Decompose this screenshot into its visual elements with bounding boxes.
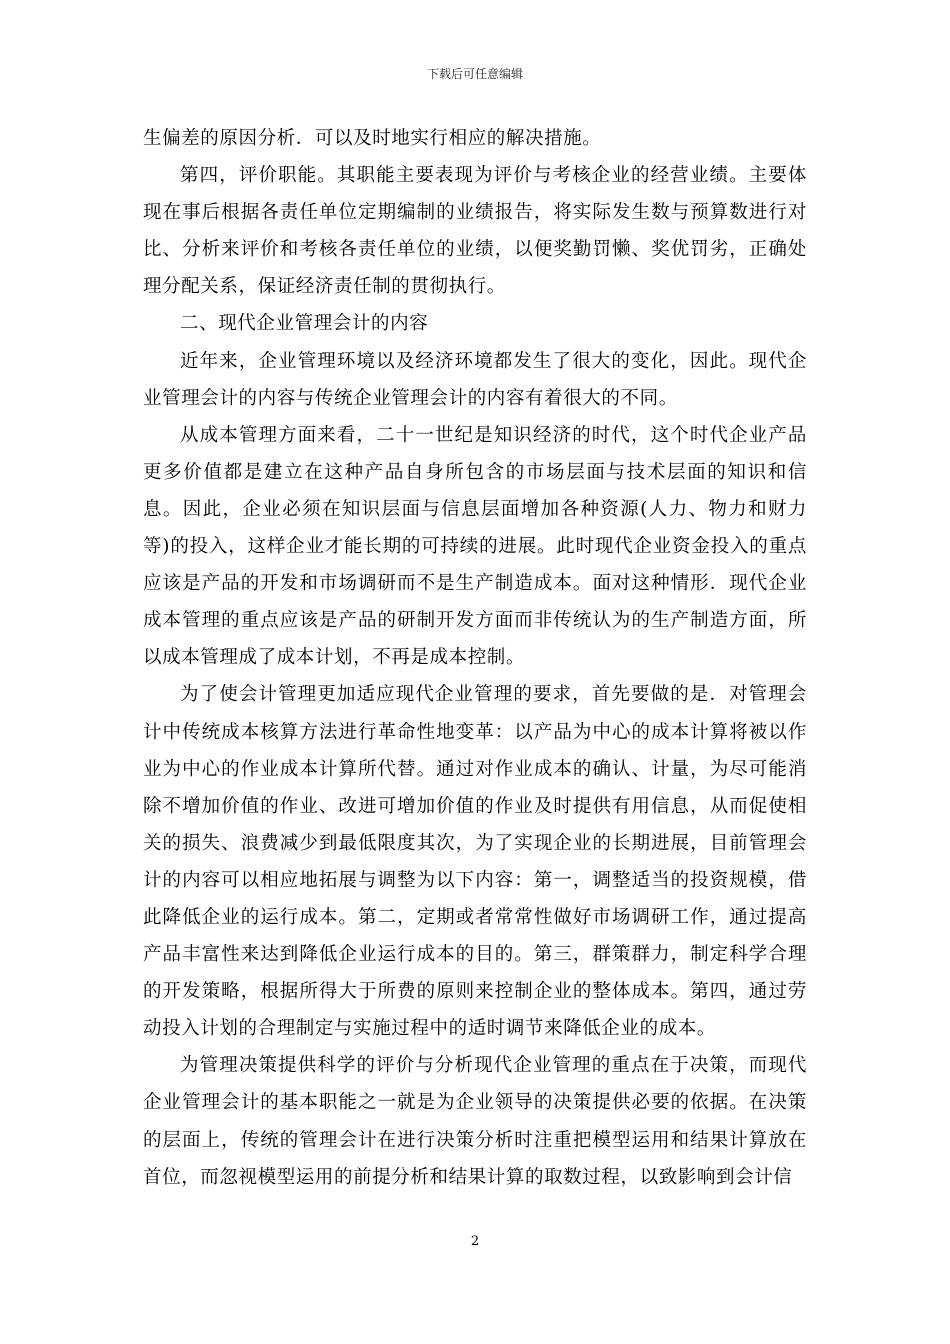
paragraph-4: 从成本管理方面来看，二十一世纪是知识经济的时代，这个时代企业产品更多价值都是建立在这种产品自身所包含的市场层面与技术层面的知识和信息。因此，企业必须在知识层面与信息层面增加各种资源(人力、物力和财力等)的投入，这样企业才能长期的可持续的进展。此时现代企业资金投入的重点应该是产品的开发和市场调研而不是生产制造成本。面对这种情形．现代企业成本管理的重点应该是产品的研制开发方面而非传统认为的生产制造方面，所以成本管理成了成本计划，不再是成本控制。 xyxy=(143,424,807,669)
page-number: 2 xyxy=(470,1234,480,1249)
paragraph-2: 第四，评价职能。其职能主要表现为评价与考核企业的经营业绩。主要体现在事后根据各责任单位定期编制的业绩报告，将实际发生数与预算数进行对比、分析来评价和考核各责任单位的业绩，以便奖勤罚懒、奖优罚劣，正确处理分配关系，保证经济责任制的贯彻执行。 xyxy=(143,165,807,298)
paragraph-3: 近年来，企业管理环境以及经济环境都发生了很大的变化，因此。现代企业管理会计的内容与传统企业管理会计的内容有着很大的不同。 xyxy=(143,350,807,409)
section-heading: 二、现代企业管理会计的内容 xyxy=(180,313,429,335)
paragraph-6: 为管理决策提供科学的评价与分析现代企业管理的重点在于决策，而现代企业管理会计的基本职能之一就是为企业领导的决策提供必要的依据。在决策的层面上，传统的管理会计在进行决策分析时注重把模型运用和结果计算放在首位，而忽视模型运用的前提分析和结果计算的取数过程，以致影响到会计信 xyxy=(143,1055,807,1188)
document-body xyxy=(143,120,807,1196)
page-header: 下载后可任意编辑 xyxy=(426,67,523,81)
paragraph-1: 生偏差的原因分析．可以及时地实行相应的解决措施。 xyxy=(143,128,602,149)
paragraph-5: 为了使会计管理更加适应现代企业管理的要求，首先要做的是．对管理会计中传统成本核算方法进行革命性地变革：以产品为中心的成本计算将被以作业为中心的作业成本计算所代替。通过对作业成本的确认、计量，为尽可能消除不增加价值的作业、改进可增加价值的作业及时提供有用信息，从而促使相关的损失、浪费减少到最低限度其次，为了实现企业的长期进展，目前管理会计的内容可以相应地拓展与调整为以下内容：第一，调整适当的投资规模，借此降低企业的运行成本。第二，定期或者常常性做好市场调研工作，通过提高产品丰富性来达到降低企业运行成本的目的。第三，群策群力，制定科学合理的开发策略，根据所得大于所费的原则来控制企业的整体成本。第四，通过劳动投入计划的合理制定与实施过程中的适时调节来降低企业的成本。 xyxy=(143,684,807,1040)
